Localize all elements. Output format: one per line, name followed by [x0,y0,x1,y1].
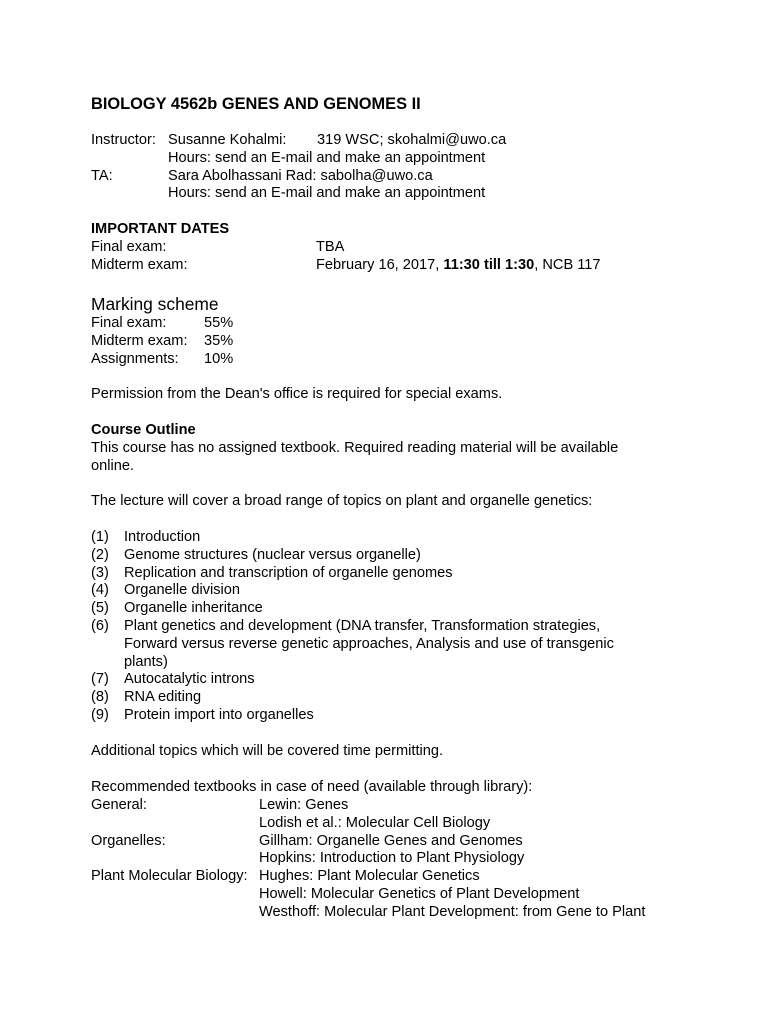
important-dates-heading-text: IMPORTANT DATES [91,221,230,237]
important-dates-heading [91,221,748,239]
topic-number: (9) [91,706,109,723]
marking-label: Assignments: [91,350,179,367]
textbook-title: Westhoff: Molecular Plant Development: from Gene to Plant [259,903,646,920]
textbook-row [91,797,748,815]
textbook-title: Gillham: Organelle Genes and Genomes [259,832,523,849]
textbook-table [91,797,748,922]
lecture-intro: The lecture will cover a broad range of topics on plant and organelle genetics: [91,493,593,509]
instructor-name: Susanne Kohalmi: [168,132,287,148]
textbook-title: Howell: Molecular Genetics of Plant Development [259,885,580,902]
textbook-row [91,904,748,922]
additional-topics: Additional topics which will be covered time permitting. [91,743,444,759]
textbook-row [91,868,748,886]
list-item [91,618,638,671]
course-outline-text: This course has no assigned textbook. Required reading material will be available online. [91,440,619,474]
topic-text: Plant genetics and development (DNA transfer, Transformation strategies, Forward versus reverse genetic approaches, Analysis and use of transgenic plants) [124,617,614,670]
midterm-time: 11:30 till 1:30 [443,256,535,273]
list-item [91,529,638,547]
instructor-hours: Hours: send an E-mail and make an appointment [168,149,486,166]
textbooks-intro: Recommended textbooks in case of need (available through library): [91,779,533,795]
topic-number: (6) [91,617,109,634]
topic-text: RNA editing [124,689,202,706]
topic-number: (3) [91,564,109,581]
marking-value: 10% [204,350,234,367]
final-exam-value: TBA [316,238,345,255]
ta-name: Sara Abolhassani Rad: sabolha@uwo.ca [168,167,433,184]
topic-number: (4) [91,582,109,599]
instructor-row [91,132,748,150]
marking-scheme-list [91,315,748,368]
ta-hours-row [91,185,748,203]
instructor-hours-row [91,150,748,168]
textbook-row [91,833,748,851]
list-item [91,582,638,600]
textbook-title: Lewin: Genes [259,797,349,813]
topic-number: (1) [91,529,109,545]
marking-label: Final exam: [91,315,167,331]
list-item [91,565,638,583]
instructor-label: Instructor: [91,132,156,148]
textbook-title: Hughes: Plant Molecular Genetics [259,868,480,885]
textbook-title: Hopkins: Introduction to Plant Physiology [259,850,525,867]
staff-section [91,132,748,203]
marking-item [91,315,748,333]
marking-label: Midterm exam: [91,332,188,349]
topic-text: Genome structures (nuclear versus organelle) [124,546,421,563]
marking-value: 55% [204,315,234,331]
marking-item [91,351,748,369]
ta-hours: Hours: send an E-mail and make an appointment [168,185,486,202]
midterm-place: , NCB 117 [534,256,601,273]
topic-text: Protein import into organelles [124,706,314,723]
midterm-date: February 16, 2017, [316,256,440,273]
course-title: BIOLOGY 4562b GENES AND GENOMES II [91,95,421,113]
instructor-contact: 319 WSC; skohalmi@uwo.ca [317,132,507,148]
topic-text: Replication and transcription of organelle genomes [124,564,453,581]
marking-scheme-heading: Marking scheme [91,294,219,314]
marking-value: 35% [204,332,234,349]
topic-number: (8) [91,689,109,706]
topic-text: Organelle inheritance [124,600,263,617]
midterm-exam-row [91,257,748,275]
final-exam-label: Final exam: [91,238,167,255]
textbook-row [91,815,748,833]
textbook-row [91,850,748,868]
ta-label: TA: [91,167,113,184]
topic-number: (7) [91,671,109,688]
textbook-category: Organelles: [91,832,166,849]
list-item [91,600,638,618]
marking-item [91,333,748,351]
list-item [91,689,638,707]
topic-text: Introduction [124,529,201,545]
topic-number: (2) [91,546,109,563]
ta-row [91,168,748,186]
permission-note: Permission from the Dean's office is required for special exams. [91,386,503,402]
final-exam-row [91,239,748,257]
textbook-category: General: [91,797,147,813]
topic-text: Autocatalytic introns [124,671,255,688]
topic-text: Organelle division [124,582,241,599]
topic-list [91,529,638,725]
textbook-row [91,886,748,904]
course-outline-heading: Course Outline [91,422,196,438]
midterm-exam-label: Midterm exam: [91,256,188,273]
midterm-exam-value [316,257,601,275]
textbook-title: Lodish et al.: Molecular Cell Biology [259,814,491,831]
list-item [91,707,638,725]
topic-number: (5) [91,600,109,617]
textbook-category: Plant Molecular Biology: [91,868,248,885]
list-item [91,547,638,565]
list-item [91,671,638,689]
important-dates-section [91,221,748,274]
